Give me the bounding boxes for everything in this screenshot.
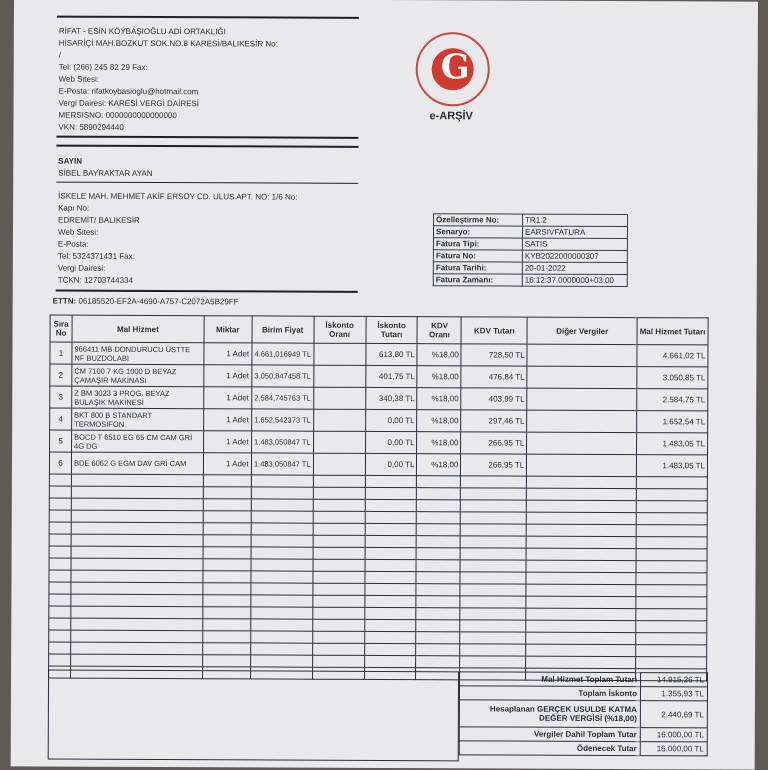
empty-cell — [203, 535, 251, 547]
empty-cell — [312, 643, 364, 655]
table-header-row — [50, 315, 708, 345]
empty-cell — [460, 560, 526, 572]
table-row — [50, 342, 708, 367]
empty-cell — [460, 596, 526, 608]
empty-cell — [527, 488, 637, 500]
empty-cell — [365, 511, 417, 523]
empty-cell — [461, 500, 527, 512]
empty-cell — [364, 595, 416, 607]
empty-cell — [71, 534, 203, 547]
ettn-line — [53, 296, 239, 309]
seller-mersis: MERSISNO: 0000000000000000 — [58, 110, 177, 121]
cell: 3.050,85 TL — [637, 367, 708, 389]
empty-cell — [527, 476, 637, 488]
empty-cell — [251, 559, 313, 571]
buyer-bottom-rule — [56, 290, 358, 293]
empty-cell — [364, 655, 416, 667]
info-value: TR1.2 — [523, 214, 628, 226]
buyer-address: İSKELE MAH. MEHMET AKİF ERSOY CD. ULUS APT. NO: 1/6 No: — [58, 191, 298, 202]
empty-cell — [251, 499, 313, 511]
cell: 1 Adet — [203, 409, 251, 431]
empty-cell — [313, 559, 365, 571]
table-row — [50, 430, 708, 455]
total-label: Toplam İskonto — [459, 686, 640, 701]
empty-cell — [636, 477, 707, 489]
cell: 5 — [50, 430, 72, 452]
total-label: Ödenecek Tutar — [459, 741, 640, 756]
empty-cell — [461, 512, 527, 524]
empty-cell — [202, 643, 250, 655]
document-type: e-ARŞİV — [429, 110, 473, 123]
total-label: Vergiler Dahil Toplam Tutar — [459, 727, 640, 742]
cell: 613,80 TL — [365, 343, 417, 365]
empty-cell — [250, 619, 312, 631]
info-value: EARSIVFATURA — [522, 226, 627, 238]
empty-cell — [49, 582, 71, 594]
cell: 403,99 TL — [461, 388, 527, 410]
table-row — [50, 386, 708, 411]
empty-cell — [250, 643, 312, 655]
col-header: Birim Fiyat — [252, 316, 314, 343]
invoice-page — [11, 0, 758, 770]
cell: 1.483,05 TL — [637, 433, 708, 455]
total-value: 1.355,93 TL — [640, 687, 707, 701]
seller-vkn: VKN: 5890294440 — [58, 122, 124, 132]
col-header: KDV Tutarı — [461, 317, 527, 344]
empty-cell — [313, 535, 365, 547]
buyer-tax-office: Vergi Dairesi: — [57, 263, 106, 273]
cell: CM 7100 7 KG 1000 D BEYAZ ÇAMAŞIR MAKİNASI — [72, 364, 204, 387]
empty-cell — [312, 595, 364, 607]
empty-cell — [461, 488, 527, 500]
cell — [527, 366, 637, 388]
cell: 1 Adet — [203, 387, 251, 409]
cell — [313, 431, 365, 453]
empty-cell — [461, 524, 527, 536]
cell — [527, 432, 637, 454]
empty-cell — [250, 655, 312, 667]
empty-cell — [527, 500, 637, 512]
cell: 1 Adet — [204, 343, 252, 365]
info-label: Fatura Tipi: — [433, 238, 522, 250]
empty-cell — [49, 534, 71, 546]
cell: 0,00 TL — [365, 453, 417, 475]
empty-cell — [312, 655, 364, 667]
col-header: İskonto Tutarı — [366, 316, 418, 343]
empty-cell — [417, 476, 461, 488]
cell — [527, 454, 637, 476]
empty-cell — [313, 511, 365, 523]
empty-cell — [636, 549, 707, 561]
col-header: İskonto Oranı — [314, 316, 366, 343]
empty-cell — [203, 559, 251, 571]
cell: 2.584,75 TL — [637, 389, 708, 411]
empty-cell — [250, 607, 312, 619]
empty-cell — [417, 512, 461, 524]
cell: %18,00 — [417, 432, 461, 454]
empty-cell — [49, 474, 71, 486]
total-value: 2.440,69 TL — [640, 701, 707, 728]
empty-cell — [417, 488, 461, 500]
empty-cell — [312, 583, 364, 595]
seller-address: HİSARİÇİ MAH.BOZKUT SOK.NO.8 KARESİ/BALIKESİR No: — [58, 38, 278, 49]
total-value: 16.000,00 TL — [640, 742, 707, 756]
info-label: Özelleştirme No: — [434, 214, 523, 226]
totals-table — [459, 671, 708, 756]
empty-cell — [251, 487, 313, 499]
total-label: Hesaplanan GERÇEK USULDE KATMA DEĞER VERGİSİ (%18,00) — [459, 700, 640, 728]
cell — [527, 410, 637, 432]
empty-cell — [417, 548, 461, 560]
col-header: KDV Oranı — [417, 317, 461, 344]
empty-cell — [71, 618, 203, 631]
empty-cell — [364, 571, 416, 583]
empty-cell — [636, 489, 707, 501]
empty-cell — [526, 572, 636, 584]
cell — [527, 344, 637, 366]
empty-cell — [364, 583, 416, 595]
empty-cell — [416, 644, 460, 656]
empty-cell — [250, 595, 312, 607]
empty-cell — [526, 608, 636, 620]
empty-cell — [203, 487, 251, 499]
empty-cell — [251, 583, 313, 595]
cell: %18,00 — [417, 388, 461, 410]
seller-web: Web Sitesi: — [58, 74, 99, 84]
empty-cell — [203, 571, 251, 583]
ettn-label: ETTN: — [52, 296, 77, 306]
empty-cell — [251, 535, 313, 547]
empty-cell — [71, 642, 203, 655]
empty-cell — [460, 608, 526, 620]
empty-cell — [636, 597, 707, 609]
empty-cell — [202, 655, 250, 667]
total-row — [460, 672, 708, 687]
items-table — [48, 315, 709, 682]
info-label: Senaryo: — [433, 226, 522, 238]
empty-cell — [636, 645, 707, 657]
cell: 340,38 TL — [365, 387, 417, 409]
cell: 297,46 TL — [461, 410, 527, 432]
total-label: Mal Hizmet Toplam Tutarı — [460, 672, 641, 687]
buyer-tckn: TCKN: 12703744334 — [57, 275, 133, 285]
empty-cell — [417, 524, 461, 536]
empty-cell — [526, 548, 636, 560]
empty-cell — [365, 559, 417, 571]
cell — [313, 343, 365, 365]
empty-cell — [71, 594, 203, 607]
empty-cell — [461, 536, 527, 548]
empty-cell — [416, 608, 460, 620]
cell: 1.483,05 TL — [636, 455, 707, 477]
cell: 1 Adet — [204, 365, 252, 387]
total-row — [459, 686, 707, 701]
empty-cell — [416, 560, 460, 572]
empty-cell — [71, 546, 203, 559]
empty-cell — [636, 621, 707, 633]
buyer-phone: Tel: 5324371431 Fax: — [57, 251, 135, 261]
ministry-seal-icon: G — [416, 32, 490, 106]
empty-cell — [416, 572, 460, 584]
invoice-info-table — [433, 213, 628, 287]
empty-cell — [49, 546, 71, 558]
cell: 1 Adet — [203, 431, 251, 453]
empty-cell — [460, 632, 526, 644]
info-value: 16:12:37.0000000+03:00 — [522, 274, 627, 286]
empty-cell — [416, 584, 460, 596]
buyer-email: E-Posta: — [57, 239, 89, 249]
cell: 3.050,847458 TL — [251, 365, 313, 387]
empty-cell — [71, 630, 203, 643]
empty-cell — [417, 500, 461, 512]
empty-cell — [251, 511, 313, 523]
empty-cell — [526, 620, 636, 632]
empty-cell — [313, 523, 365, 535]
empty-cell — [365, 547, 417, 559]
cell: 266,95 TL — [461, 432, 527, 454]
empty-cell — [71, 474, 203, 487]
cell: 2.584,745763 TL — [251, 387, 313, 409]
buyer-web: Web Sitesi: — [57, 227, 99, 237]
empty-cell — [636, 657, 707, 669]
empty-cell — [203, 607, 251, 619]
cell: Z BM 3023 3 PROG. BEYAZ BULAŞIK MAKİNESİ — [72, 386, 204, 409]
buyer-heading: SAYIN — [58, 156, 83, 166]
cell — [313, 387, 365, 409]
empty-cell — [251, 475, 313, 487]
empty-cell — [251, 547, 313, 559]
total-value: 16.000,00 TL — [640, 728, 707, 742]
empty-cell — [49, 486, 71, 498]
empty-cell — [49, 654, 71, 666]
empty-cell — [526, 584, 636, 596]
empty-cell — [364, 643, 416, 655]
cell: 728,50 TL — [461, 344, 527, 366]
info-value: KYB2022000000307 — [522, 250, 627, 262]
cell — [313, 409, 365, 431]
empty-cell — [460, 548, 526, 560]
col-header: Sıra No — [50, 315, 72, 342]
empty-cell — [636, 633, 707, 645]
table-row — [50, 364, 708, 389]
empty-cell — [71, 498, 203, 511]
empty-cell — [203, 583, 251, 595]
empty-cell — [313, 571, 365, 583]
buyer-top-rule — [56, 145, 358, 148]
empty-cell — [49, 618, 71, 630]
empty-cell — [251, 571, 313, 583]
info-label: Fatura No: — [433, 250, 522, 262]
total-row — [459, 741, 707, 756]
info-value: SATIS — [522, 238, 627, 250]
empty-cell — [364, 607, 416, 619]
cell: 0,00 TL — [365, 409, 417, 431]
cell: 476,84 TL — [461, 366, 527, 388]
seller-top-rule — [57, 16, 359, 19]
notes-box — [48, 670, 459, 762]
empty-cell — [49, 570, 71, 582]
empty-cell — [416, 620, 460, 632]
empty-cell — [460, 656, 526, 668]
empty-cell — [203, 475, 251, 487]
cell: BOCD T 6510 EG 65 CM CAM GRİ 4G DG — [72, 430, 204, 453]
empty-cell — [460, 644, 526, 656]
buyer-city: EDREMİT/ BALIKESİR — [58, 215, 140, 225]
empty-cell — [202, 631, 250, 643]
cell: BDE 6062 G EGM DAV GRİ CAM — [71, 452, 203, 475]
buyer-name: SİBEL BAYRAKTAR AYAN — [58, 168, 153, 178]
empty-cell — [203, 595, 251, 607]
cell: %18,00 — [417, 454, 461, 476]
cell — [313, 453, 365, 475]
empty-cell — [312, 631, 364, 643]
empty-cell — [313, 475, 365, 487]
empty-cell — [71, 606, 203, 619]
cell: 1.652,542373 TL — [251, 409, 313, 431]
empty-cell — [636, 525, 707, 537]
cell: %18,00 — [417, 344, 461, 366]
cell: 1 — [50, 342, 72, 364]
cell: %18,00 — [417, 366, 461, 388]
empty-cell — [313, 547, 365, 559]
empty-cell — [526, 644, 636, 656]
empty-cell — [417, 536, 461, 548]
col-header: Diğer Vergiler — [527, 317, 637, 344]
total-row — [459, 727, 707, 742]
cell: 4.661,02 TL — [637, 345, 708, 367]
cell: 4 — [50, 408, 72, 430]
empty-cell — [250, 631, 312, 643]
cell: 6 — [49, 452, 71, 474]
empty-cell — [636, 561, 707, 573]
total-value: 14.915,26 TL — [641, 673, 708, 687]
empty-cell — [636, 573, 707, 585]
empty-cell — [636, 585, 707, 597]
empty-cell — [527, 512, 637, 524]
empty-cell — [526, 560, 636, 572]
col-header: Miktar — [204, 316, 252, 343]
empty-cell — [365, 523, 417, 535]
seller-tax-office: Vergi Dairesi: KARESİ VERGİ DAİRESİ — [58, 98, 200, 109]
empty-cell — [203, 523, 251, 535]
empty-cell — [71, 582, 203, 595]
cell — [313, 365, 365, 387]
empty-cell — [49, 594, 71, 606]
empty-cell — [202, 619, 250, 631]
empty-cell — [71, 558, 203, 571]
empty-cell — [203, 547, 251, 559]
empty-cell — [49, 642, 71, 654]
empty-cell — [636, 537, 707, 549]
empty-cell — [312, 619, 364, 631]
empty-cell — [312, 607, 364, 619]
empty-cell — [49, 510, 71, 522]
empty-cell — [71, 654, 203, 667]
empty-cell — [460, 620, 526, 632]
empty-cell — [313, 487, 365, 499]
cell — [527, 388, 637, 410]
empty-cell — [365, 487, 417, 499]
empty-cell — [49, 606, 71, 618]
empty-cell — [416, 656, 460, 668]
cell: %18,00 — [417, 410, 461, 432]
empty-cell — [365, 475, 417, 487]
empty-cell — [364, 619, 416, 631]
seller-email: E-Posta: rifatkoybasioglu@hotmail.com — [58, 86, 199, 97]
seller-address-2: / — [58, 50, 62, 60]
cell: 1 Adet — [203, 453, 251, 475]
table-row — [49, 452, 707, 477]
empty-cell — [364, 631, 416, 643]
empty-cell — [71, 510, 203, 523]
empty-cell — [416, 632, 460, 644]
info-value: 20-01-2022 — [522, 262, 627, 274]
cell: 1.483,050847 TL — [251, 453, 313, 475]
info-label: Fatura Zamanı: — [433, 274, 522, 286]
empty-cell — [461, 476, 527, 488]
cell: 266,95 TL — [461, 454, 527, 476]
seller-phone: Tel: (266) 245 82 29 Fax: — [58, 62, 148, 72]
empty-cell — [71, 522, 203, 535]
ettn-value: 06185520-EF2A-4690-A757-C2072A5B29FF — [78, 296, 239, 307]
empty-cell — [526, 632, 636, 644]
empty-cell — [203, 499, 251, 511]
empty-cell — [526, 596, 636, 608]
empty-cell — [313, 499, 365, 511]
cell: 0,00 TL — [365, 431, 417, 453]
empty-cell — [49, 522, 71, 534]
empty-cell — [636, 513, 707, 525]
col-header: Mal Hizmet Tutarı — [637, 318, 708, 345]
empty-cell — [365, 535, 417, 547]
cell: 4.661,016949 TL — [252, 343, 314, 365]
total-row — [459, 700, 707, 728]
buyer-name-rule — [56, 182, 358, 184]
info-label: Fatura Tarihi: — [433, 262, 522, 274]
seller-bottom-rule — [56, 136, 358, 139]
empty-cell — [526, 536, 636, 548]
cell: 1.652,54 TL — [637, 411, 708, 433]
empty-cell — [460, 572, 526, 584]
table-row — [50, 408, 708, 433]
empty-cell — [251, 523, 313, 535]
empty-cell — [526, 656, 636, 668]
cell: 2 — [50, 364, 72, 386]
empty-cell — [49, 558, 71, 570]
empty-cell — [636, 501, 707, 513]
cell: 1.483,050847 TL — [251, 431, 313, 453]
cell: BKT 800 B STANDART TERMOSİFON — [72, 408, 204, 431]
cell: 3 — [50, 386, 72, 408]
empty-cell — [71, 486, 203, 499]
empty-cell — [526, 524, 636, 536]
empty-cell — [460, 584, 526, 596]
empty-cell — [636, 609, 707, 621]
cell: 966411 MB DONDURUCU ÜSTTE NF BUZDOLABI — [72, 342, 204, 365]
buyer-door: Kapı No: — [58, 203, 90, 213]
empty-cell — [365, 499, 417, 511]
empty-cell — [49, 498, 71, 510]
empty-cell — [416, 596, 460, 608]
cell: 401,75 TL — [365, 365, 417, 387]
empty-cell — [49, 630, 71, 642]
seller-name: RİFAT - ESİN KÖYBAŞIOĞLU ADİ ORTAKLIĞI — [58, 26, 226, 37]
empty-cell — [203, 511, 251, 523]
empty-cell — [71, 570, 203, 583]
col-header: Mal Hizmet — [72, 315, 204, 343]
